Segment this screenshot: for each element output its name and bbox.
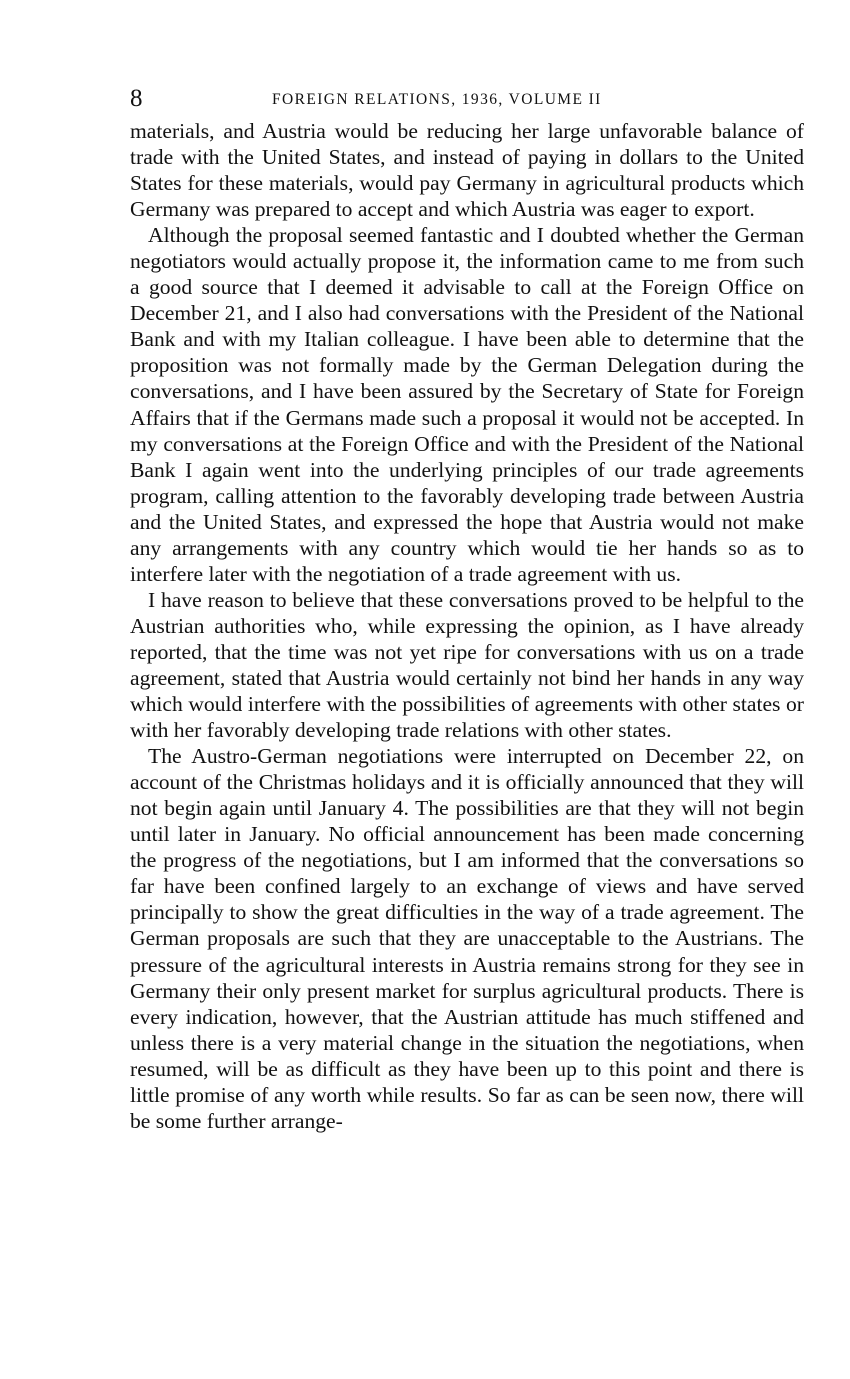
paragraph-negotiations-interrupted: The Austro-German negotiations were interrupted on December 22, on account of the Christmas holidays and it is officially announced that they will not begin again until January 4. The possibilities are that they will not begin until later in January. No official announcement has been made concerning the progress of the negotiations, but I am informed that the conversations so far have been confined largely to an exchange of views and have served principally to show the great difficulties in the way of a trade agreement. The German proposals are such that they are unacceptable to the Austrians. The pressure of the agricultural interests in Austria remains strong for they see in Germany their only present market for surplus agricultural products. There is every indication, however, that the Austrian attitude has much stiffened and unless there is a very material change in the situation the negotiations, when resumed, will be as difficult as they have been up to this point and there is little promise of any worth while results. So far as can be seen now, there will be some further arrange-	[130, 744, 804, 1133]
body-text	[130, 118, 804, 1134]
paragraph-foreign-office-visit: Although the proposal seemed fantastic and I doubted whether the German negotiators would actually propose it, the information came to me from such a good source that I deemed it advisable to call at the Foreign Office on December 21, and I also had conversations with the President of the National Bank and with my Italian colleague. I have been able to determine that the proposition was not formally made by the German Delegation during the conversations, and I have been assured by the Secretary of State for Foreign Affairs that if the Germans made such a proposal it would not be accepted. In my conversations at the Foreign Office and with the President of the National Bank I again went into the underlying principles of our trade agreements program, calling attention to the favorably developing trade between Austria and the United States, and expressed the hope that Austria would not make any arrangements with any country which would tie her hands so as to interfere later with the negotiation of a trade agreement with us.	[130, 223, 804, 586]
paragraph-helpful-conversations: I have reason to believe that these conversations proved to be helpful to the Austrian authorities who, while expressing the opinion, as I have already reported, that the time was not yet ripe for conversations with us on a trade agreement, stated that Austria would certainly not bind her hands in any way which would interfere with the possibilities of agreements with other states or with her favorably developing trade relations with other states.	[130, 587, 804, 743]
running-head	[130, 84, 804, 114]
page-number: 8	[130, 85, 143, 112]
running-title: FOREIGN RELATIONS, 1936, VOLUME II	[272, 91, 602, 108]
document-page	[130, 84, 804, 1134]
paragraph-continued: materials, and Austria would be reducing her large unfavorable balance of trade with the United States, and instead of paying in dollars to the United States for these materials, would pay Germany in agricultural products which Germany was prepared to accept and which Austria was eager to export.	[130, 119, 804, 222]
